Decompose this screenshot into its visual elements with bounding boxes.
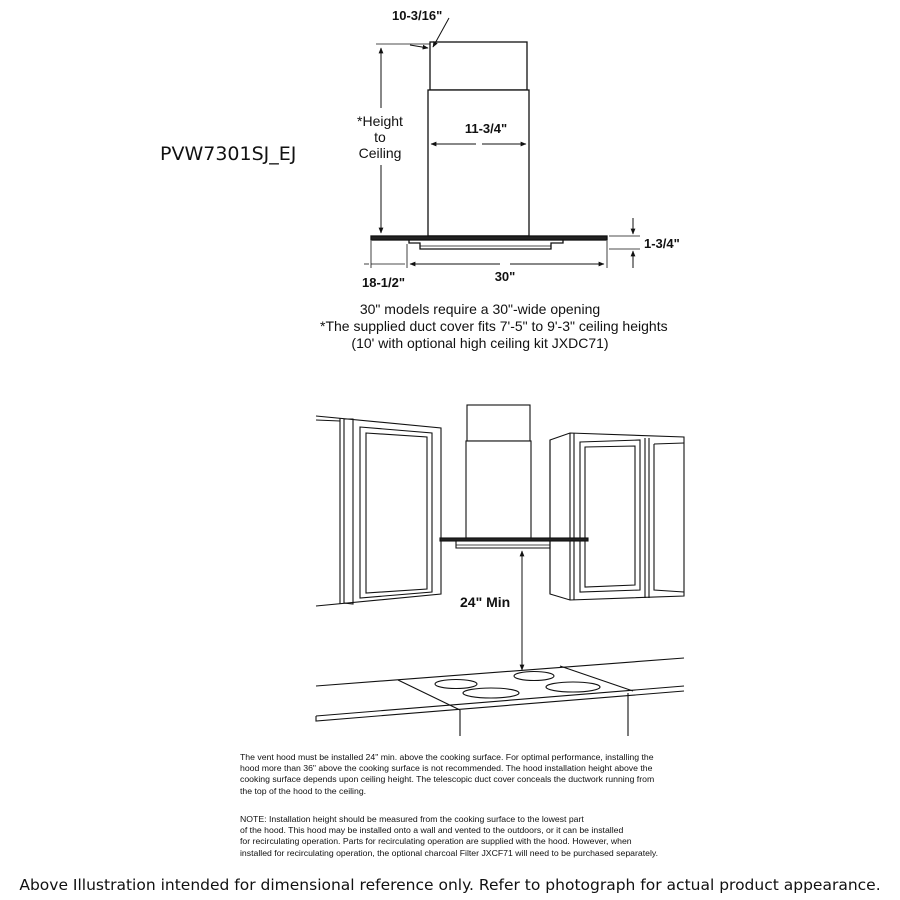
right-wall-cabinet	[550, 433, 684, 600]
paragraph-line: NOTE: Installation height should be measured from the cooking surface to the lowest part	[240, 814, 584, 824]
paragraph-line: installed for recirculating operation, the optional charcoal Filter JXCF71 will need to be purchased separately.	[240, 847, 659, 858]
hood-base	[409, 240, 563, 249]
burner	[546, 682, 600, 692]
requirements-notes	[320, 301, 668, 352]
top-width-label: 10-3/16"	[392, 8, 443, 23]
hood-lower-chimney	[466, 441, 531, 538]
hood-elevation-drawing	[371, 42, 607, 249]
note-line: 30" models require a 30"-wide opening	[359, 301, 601, 317]
model-number: PVW7301SJ_EJ	[160, 143, 297, 165]
install-height-label: 24" Min	[460, 594, 511, 610]
paragraph-line: of the hood. This hood may be installed onto a wall and vented to the outdoors, or it can be installed	[240, 825, 624, 836]
height-label-line3: Ceiling	[358, 145, 402, 161]
note-line: (10' with optional high ceiling kit JXDC71)	[351, 335, 609, 351]
depth-label: 18-1/2"	[362, 275, 406, 290]
paragraph-line: the top of the hood to the ceiling.	[240, 785, 367, 796]
note-line: *The supplied duct cover fits 7'-5" to 9'-3" ceiling heights	[320, 318, 668, 334]
paragraph-line: for recirculating operation. Parts for recirculating operation are supplied with the hood. However, when	[240, 836, 632, 847]
hood-upper-chimney	[467, 405, 530, 441]
height-label-line1: *Height	[357, 113, 403, 129]
left-wall-cabinet	[316, 416, 441, 606]
kitchen-install-drawing	[316, 405, 684, 736]
paragraph-line: The vent hood must be installed 24" min. above the cooking surface. For optimal performance, installing the	[240, 752, 654, 762]
paragraph-line: cooking surface depends upon ceiling height. The telescopic duct cover conceals the ductwork running from	[240, 774, 655, 785]
note-paragraph	[240, 814, 760, 859]
thickness-label: 1-3/4"	[644, 236, 680, 251]
lower-chimney	[428, 90, 529, 236]
glass-canopy	[371, 236, 607, 240]
hood-glass-canopy	[440, 538, 588, 541]
countertop	[316, 658, 684, 736]
height-label-line2: to	[374, 129, 386, 145]
chimney-width-label: 11-3/4"	[464, 121, 508, 136]
burner	[463, 688, 519, 698]
paragraph-line: hood more than 36" above the cooking surface is not recommended. The hood installation height above the	[240, 763, 653, 774]
footer-disclaimer: Above Illustration intended for dimensional reference only. Refer to photograph for actual product appearance.	[19, 876, 881, 894]
upper-chimney	[430, 42, 527, 90]
installation-paragraph	[240, 752, 760, 797]
burner	[514, 672, 554, 681]
burner	[435, 680, 477, 689]
width-label: 30"	[494, 269, 516, 284]
